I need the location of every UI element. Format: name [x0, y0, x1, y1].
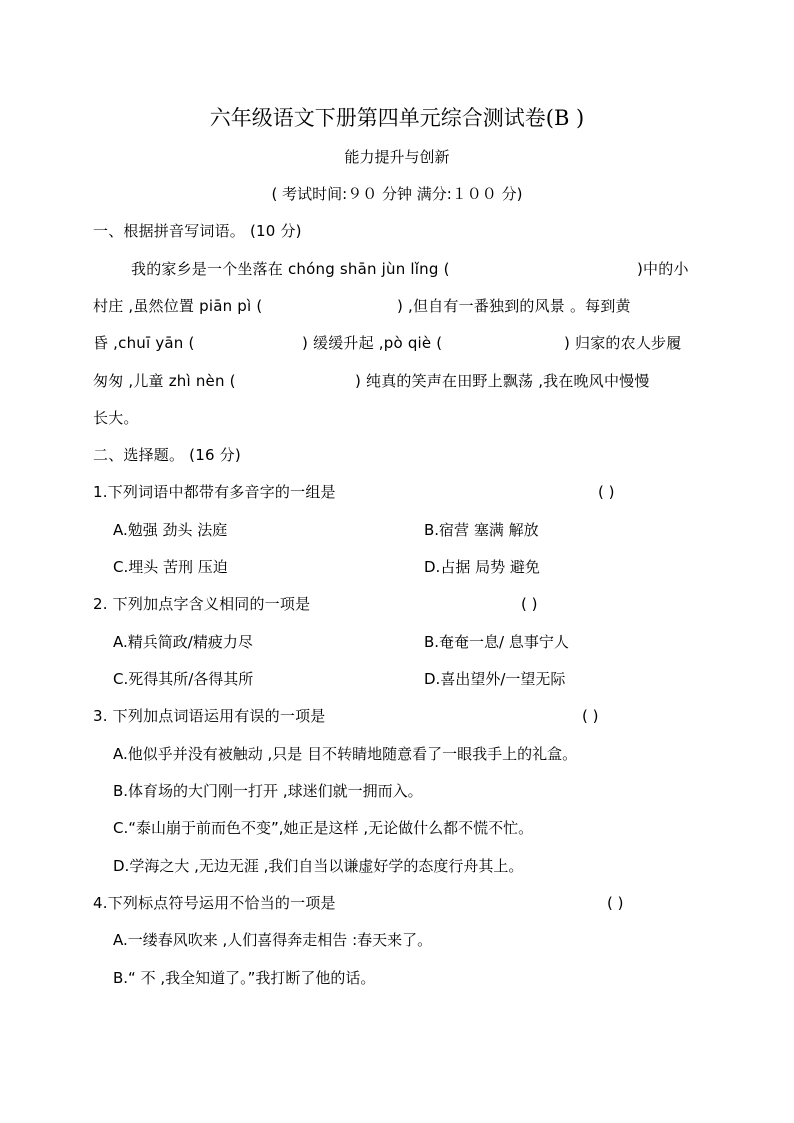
q3-option-c: C.“泰山崩于前而色不变”,她正是这样 ,无论做什么都不慌不忙。 [113, 819, 534, 837]
s1-line4-part1: 匆匆 ,儿童 zhì nèn ( [93, 372, 236, 390]
q1-stem: 1.下列词语中都带有多音字的一组是 [93, 483, 336, 501]
q3-option-d: D.学海之大 ,无边无涯 ,我们自当以谦虚好学的态度行舟其上。 [113, 857, 524, 875]
q1-option-c: C.埋头 苦刑 压迫 [113, 558, 228, 576]
section-1-heading: 一、根据拼音写词语。 (10 分) [93, 222, 302, 240]
q1-option-b: B.宿营 塞满 解放 [424, 521, 539, 539]
q4-stem: 4.下列标点符号运用不恰当的一项是 [93, 894, 336, 912]
q1-option-d: D.占据 局势 避免 [424, 558, 540, 576]
s1-line5: 长大。 [93, 409, 139, 427]
q3-stem: 3. 下列加点词语运用有误的一项是 [93, 707, 326, 725]
q2-option-b: B.奄奄一息/ 息事宁人 [424, 633, 569, 651]
q1-answer-paren: ( ) [598, 483, 615, 501]
exam-info: ( 考试时间:９０ 分钟 满分:１００ 分) [271, 185, 523, 203]
q3-option-b: B.体育场的大门刚一打开 ,球迷们就一拥而入。 [113, 782, 423, 800]
q2-stem: 2. 下列加点字含义相同的一项是 [93, 595, 311, 613]
s1-line2-part1: 村庄 ,虽然位置 piān pì ( [93, 297, 263, 315]
q4-option-b: B.“ 不 ,我全知道了。”我打断了他的话。 [113, 969, 376, 987]
q2-answer-paren: ( ) [521, 595, 538, 613]
q3-answer-paren: ( ) [582, 707, 599, 725]
section-2-heading: 二、选择题。 (16 分) [93, 446, 241, 464]
s1-line4-part2: ) 纯真的笑声在田野上飘荡 ,我在晚风中慢慢 [355, 372, 650, 390]
q3-option-a: A.他似乎并没有被触动 ,只是 目不转睛地随意看了一眼我手上的礼盒。 [113, 745, 578, 763]
s1-line3-part2: ) 缓缓升起 ,pò qiè ( [302, 334, 443, 352]
q2-option-d: D.喜出望外/一望无际 [424, 670, 566, 688]
q2-option-c: C.死得其所/各得其所 [113, 670, 254, 688]
page-title: 六年级语文下册第四单元综合测试卷(B ) [209, 106, 585, 130]
s1-line2-part2: ) ,但自有一番独到的风景 。每到黄 [397, 297, 631, 315]
s1-line1-part2: )中的小 [637, 260, 689, 278]
q1-option-a: A.勉强 劲头 法庭 [113, 521, 228, 539]
q4-option-a: A.一缕春风吹来 ,人们喜得奔走相告 :春天来了。 [113, 931, 433, 949]
s1-line3-part1: 昏 ,chuī yān ( [93, 334, 195, 352]
s1-line1-part1: 我的家乡是一个坐落在 chóng shān jùn lǐng ( [131, 260, 450, 278]
q2-option-a: A.精兵简政/精疲力尽 [113, 633, 253, 651]
q4-answer-paren: ( ) [607, 894, 624, 912]
page-subtitle: 能力提升与创新 [344, 148, 450, 166]
s1-line3-part3: ) 归家的农人步履 [564, 334, 682, 352]
